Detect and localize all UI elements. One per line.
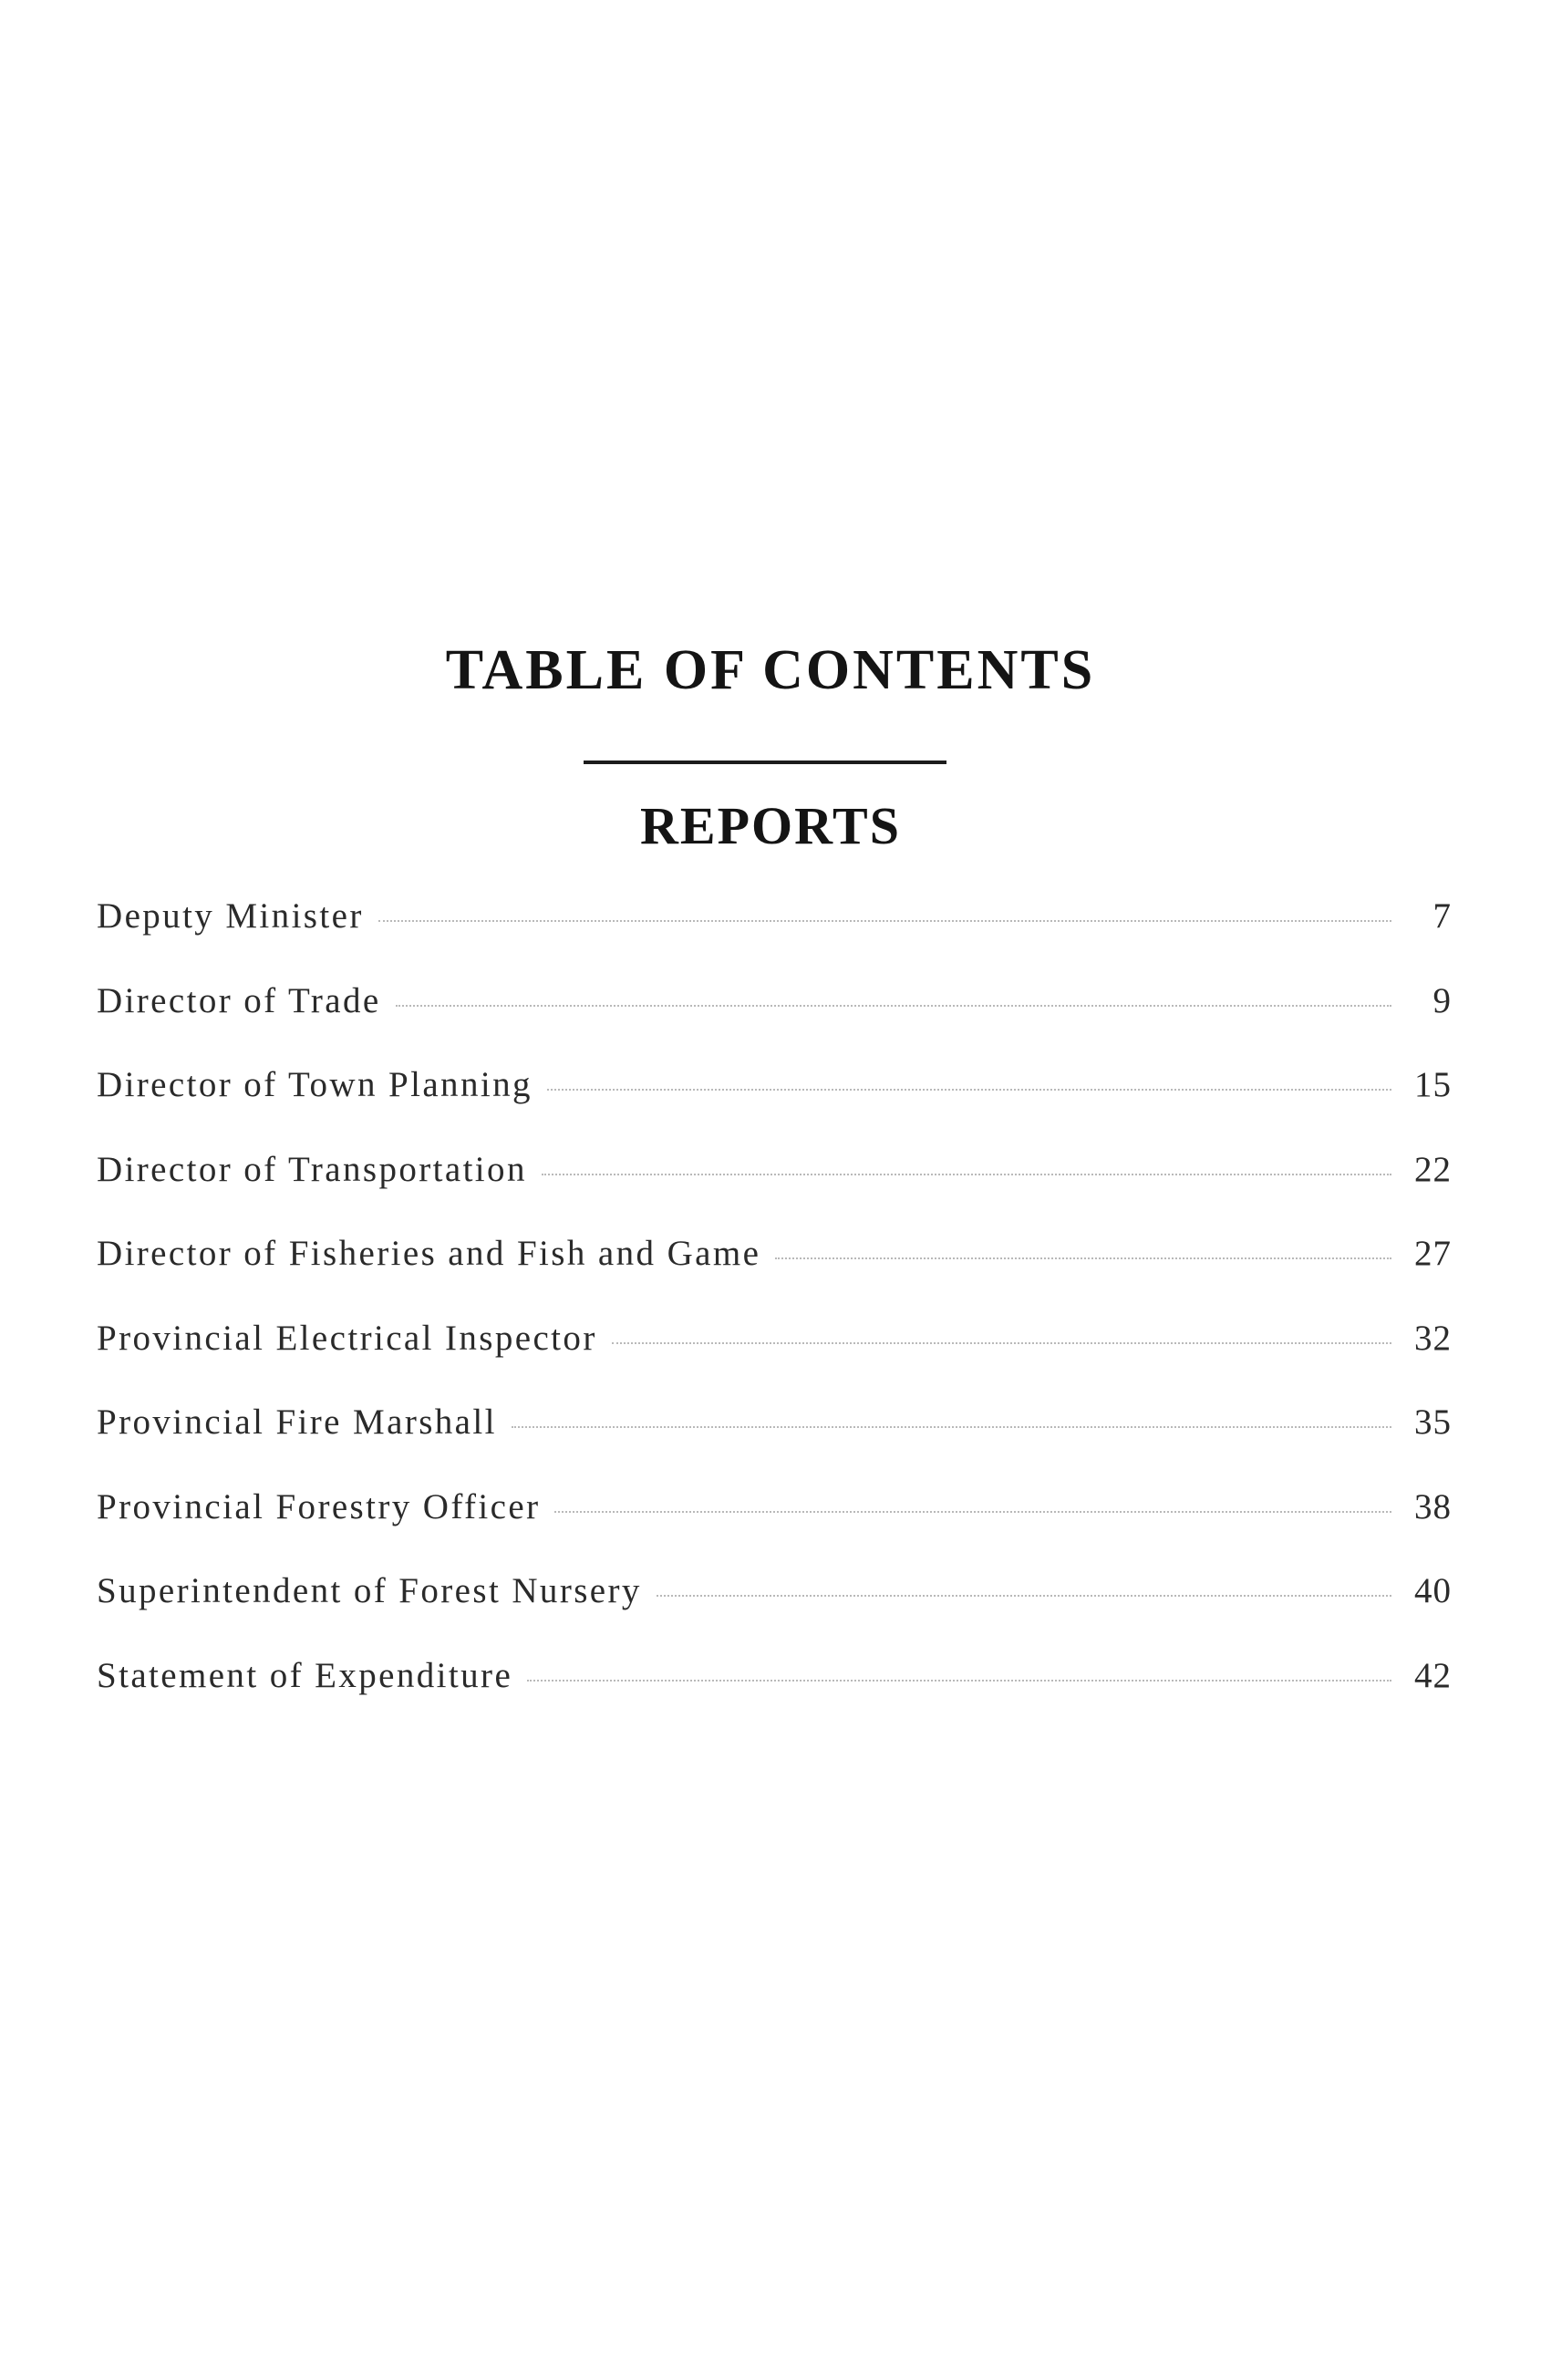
toc-entry bbox=[97, 1655, 1452, 1740]
toc-entry bbox=[97, 980, 1452, 1065]
toc-entry bbox=[97, 1402, 1452, 1486]
toc-entry-page: 27 bbox=[1414, 1234, 1452, 1273]
toc-entry-label: Deputy Minister bbox=[97, 896, 364, 936]
toc-entry-page: 32 bbox=[1414, 1318, 1452, 1358]
page-title: TABLE OF CONTENTS bbox=[445, 639, 1096, 701]
toc-entry-label: Director of Town Planning bbox=[97, 1065, 533, 1104]
title-divider bbox=[584, 761, 946, 764]
toc-entry-label: Director of Trade bbox=[97, 980, 381, 1020]
toc-entry bbox=[97, 895, 1452, 980]
toc-entry-page: 7 bbox=[1432, 896, 1452, 936]
toc-entry-page: 22 bbox=[1414, 1149, 1452, 1189]
toc-entry bbox=[97, 1486, 1452, 1571]
toc-entry-page: 42 bbox=[1414, 1655, 1452, 1695]
toc-entry-page: 40 bbox=[1414, 1571, 1452, 1610]
toc-list bbox=[97, 895, 1452, 1739]
toc-entry-page: 15 bbox=[1414, 1065, 1452, 1104]
dot-leader bbox=[512, 1426, 1391, 1428]
toc-entry-page: 38 bbox=[1414, 1486, 1452, 1526]
dot-leader bbox=[396, 1005, 1391, 1007]
toc-entry-page: 9 bbox=[1432, 980, 1452, 1020]
dot-leader bbox=[378, 920, 1391, 922]
toc-entry bbox=[97, 1149, 1452, 1234]
toc-entry-label: Provincial Electrical Inspector bbox=[97, 1318, 597, 1358]
dot-leader bbox=[554, 1511, 1391, 1513]
toc-entry-label: Director of Fisheries and Fish and Game bbox=[97, 1234, 761, 1273]
dot-leader bbox=[657, 1595, 1391, 1597]
section-heading: REPORTS bbox=[640, 796, 901, 855]
toc-entry bbox=[97, 1233, 1452, 1318]
toc-entry bbox=[97, 1570, 1452, 1655]
toc-entry bbox=[97, 1064, 1452, 1149]
dot-leader bbox=[612, 1342, 1391, 1344]
toc-entry-label: Provincial Fire Marshall bbox=[97, 1402, 497, 1442]
dot-leader bbox=[775, 1257, 1391, 1259]
dot-leader bbox=[527, 1680, 1391, 1682]
toc-entry bbox=[97, 1318, 1452, 1402]
toc-entry-label: Statement of Expenditure bbox=[97, 1655, 513, 1695]
dot-leader bbox=[542, 1174, 1391, 1175]
toc-entry-label: Superintendent of Forest Nursery bbox=[97, 1571, 642, 1610]
dot-leader bbox=[547, 1089, 1391, 1091]
toc-entry-label: Director of Transportation bbox=[97, 1149, 527, 1189]
toc-entry-label: Provincial Forestry Officer bbox=[97, 1486, 541, 1526]
toc-entry-page: 35 bbox=[1414, 1402, 1452, 1442]
